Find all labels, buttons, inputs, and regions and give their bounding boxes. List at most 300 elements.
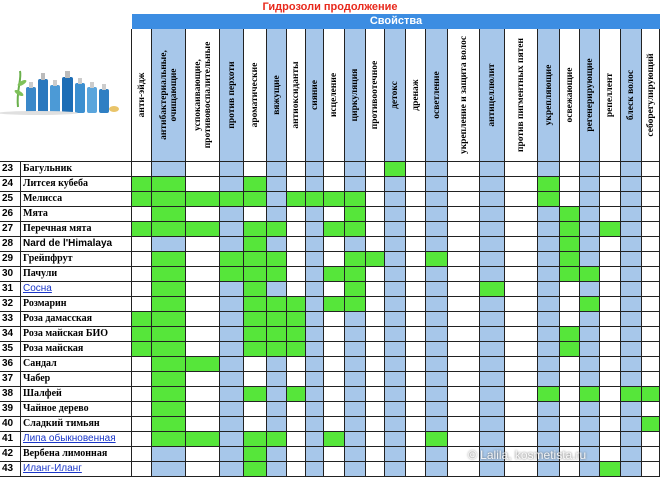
property-cell <box>287 177 306 192</box>
property-cell <box>324 237 345 252</box>
property-cell <box>600 327 621 342</box>
property-cell <box>324 432 345 447</box>
table-row <box>0 267 660 282</box>
property-cell <box>480 372 505 387</box>
property-cell <box>306 252 324 267</box>
property-cell <box>560 387 580 402</box>
property-cell <box>538 372 560 387</box>
column-header <box>366 29 385 162</box>
property-cell <box>132 237 152 252</box>
property-cell <box>186 432 220 447</box>
property-cell <box>642 252 660 267</box>
property-cell <box>287 237 306 252</box>
property-cell <box>186 342 220 357</box>
property-cell <box>600 207 621 222</box>
property-cell <box>267 462 287 477</box>
property-cell <box>306 387 324 402</box>
property-cell <box>621 327 642 342</box>
property-cell <box>220 312 244 327</box>
property-cell <box>426 267 448 282</box>
property-cell <box>560 177 580 192</box>
property-cell <box>538 222 560 237</box>
property-cell <box>244 372 267 387</box>
property-cell <box>385 402 406 417</box>
property-cell <box>642 462 660 477</box>
column-header-label: антицеллюлит <box>487 63 497 127</box>
property-cell <box>324 297 345 312</box>
property-cell <box>580 192 600 207</box>
property-cell <box>385 237 406 252</box>
property-cell <box>152 162 186 177</box>
property-cell <box>538 297 560 312</box>
property-cell <box>621 162 642 177</box>
row-number: 25 <box>0 192 21 207</box>
column-header <box>324 29 345 162</box>
property-cell <box>505 267 538 282</box>
property-cell <box>426 342 448 357</box>
property-cell <box>448 207 480 222</box>
property-cell <box>152 222 186 237</box>
hydrosol-name-link[interactable]: Иланг-Иланг <box>21 462 132 477</box>
property-cell <box>306 372 324 387</box>
property-cell <box>642 297 660 312</box>
property-cell <box>480 357 505 372</box>
column-header <box>152 29 186 162</box>
property-cell <box>538 252 560 267</box>
property-cell <box>600 432 621 447</box>
property-cell <box>287 402 306 417</box>
property-cell <box>244 282 267 297</box>
column-header <box>267 29 287 162</box>
property-cell <box>186 417 220 432</box>
property-cell <box>621 447 642 462</box>
property-cell <box>580 312 600 327</box>
property-cell <box>306 267 324 282</box>
property-cell <box>600 177 621 192</box>
row-number: 34 <box>0 327 21 342</box>
bottles-image <box>0 29 132 162</box>
property-cell <box>385 267 406 282</box>
property-cell <box>385 387 406 402</box>
property-cell <box>621 252 642 267</box>
property-cell <box>426 282 448 297</box>
hydrosol-name: Мята <box>21 207 132 222</box>
property-cell <box>345 432 366 447</box>
property-cell <box>560 282 580 297</box>
property-cell <box>306 222 324 237</box>
property-cell <box>448 192 480 207</box>
hydrosol-name-link[interactable]: Сосна <box>21 282 132 297</box>
property-cell <box>642 402 660 417</box>
property-cell <box>448 267 480 282</box>
property-cell <box>132 447 152 462</box>
property-cell <box>385 177 406 192</box>
property-cell <box>642 162 660 177</box>
property-cell <box>538 312 560 327</box>
property-cell <box>505 177 538 192</box>
property-cell <box>600 282 621 297</box>
property-cell <box>580 282 600 297</box>
property-cell <box>132 177 152 192</box>
property-cell <box>186 372 220 387</box>
property-cell <box>538 177 560 192</box>
property-cell <box>324 267 345 282</box>
column-header <box>345 29 366 162</box>
property-cell <box>267 222 287 237</box>
row-number: 29 <box>0 252 21 267</box>
property-cell <box>324 222 345 237</box>
property-cell <box>480 387 505 402</box>
property-cell <box>480 162 505 177</box>
property-cell <box>480 267 505 282</box>
property-cell <box>600 342 621 357</box>
hydrosol-name: Мелисса <box>21 192 132 207</box>
property-cell <box>324 342 345 357</box>
property-cell <box>580 162 600 177</box>
property-cell <box>480 237 505 252</box>
table-row <box>0 207 660 222</box>
property-cell <box>406 222 426 237</box>
property-cell <box>448 297 480 312</box>
property-cell <box>244 207 267 222</box>
row-number: 27 <box>0 222 21 237</box>
property-cell <box>244 237 267 252</box>
property-cell <box>366 312 385 327</box>
property-cell <box>642 207 660 222</box>
property-cell <box>324 327 345 342</box>
property-cell <box>426 387 448 402</box>
hydrosol-name: Чабер <box>21 372 132 387</box>
property-cell <box>366 387 385 402</box>
property-cell <box>345 252 366 267</box>
property-cell <box>324 387 345 402</box>
property-cell <box>366 447 385 462</box>
properties-header: Свойства <box>132 14 660 29</box>
property-cell <box>426 297 448 312</box>
property-cell <box>560 402 580 417</box>
column-header-label: осветление <box>431 71 442 119</box>
property-cell <box>448 252 480 267</box>
property-cell <box>448 222 480 237</box>
property-cell <box>244 417 267 432</box>
property-cell <box>505 282 538 297</box>
property-cell <box>220 417 244 432</box>
column-header-label: освежающие <box>564 67 575 123</box>
property-cell <box>345 222 366 237</box>
property-cell <box>448 327 480 342</box>
property-cell <box>426 252 448 267</box>
property-cell <box>345 417 366 432</box>
property-cell <box>287 222 306 237</box>
property-cell <box>538 357 560 372</box>
property-cell <box>538 417 560 432</box>
column-header-label: успокаивающие, противовоспалительные <box>192 41 213 149</box>
property-cell <box>505 462 538 477</box>
property-cell <box>267 207 287 222</box>
property-cell <box>448 237 480 252</box>
property-cell <box>480 297 505 312</box>
property-cell <box>580 177 600 192</box>
property-cell <box>448 312 480 327</box>
property-cell <box>448 387 480 402</box>
property-cell <box>306 432 324 447</box>
property-cell <box>448 162 480 177</box>
property-cell <box>244 177 267 192</box>
property-cell <box>220 252 244 267</box>
property-cell <box>220 282 244 297</box>
property-cell <box>366 162 385 177</box>
property-cell <box>152 387 186 402</box>
property-cell <box>538 432 560 447</box>
row-number: 30 <box>0 267 21 282</box>
property-cell <box>642 237 660 252</box>
column-header-label: исцеление <box>329 72 339 118</box>
property-cell <box>538 282 560 297</box>
property-cell <box>580 237 600 252</box>
property-cell <box>186 387 220 402</box>
property-cell <box>621 387 642 402</box>
property-cell <box>244 432 267 447</box>
property-cell <box>186 207 220 222</box>
property-cell <box>220 372 244 387</box>
property-cell <box>132 387 152 402</box>
row-number: 42 <box>0 447 21 462</box>
property-cell <box>324 282 345 297</box>
hydrosol-name: Багульник <box>21 162 132 177</box>
column-header-label: антибактериальные, очищающие <box>158 50 179 140</box>
property-cell <box>385 462 406 477</box>
property-cell <box>480 252 505 267</box>
column-header <box>132 29 152 162</box>
property-cell <box>366 462 385 477</box>
property-cell <box>560 192 580 207</box>
property-cell <box>132 432 152 447</box>
hydrosol-name: Перечная мята <box>21 222 132 237</box>
property-cell <box>186 162 220 177</box>
property-cell <box>186 192 220 207</box>
table-row <box>0 357 660 372</box>
property-cell <box>385 447 406 462</box>
property-cell <box>642 342 660 357</box>
property-cell <box>600 267 621 282</box>
property-cell <box>186 282 220 297</box>
property-cell <box>448 372 480 387</box>
property-cell <box>448 357 480 372</box>
property-cell <box>267 357 287 372</box>
property-cell <box>186 267 220 282</box>
table-row <box>0 297 660 312</box>
hydrosol-name: Пачули <box>21 267 132 282</box>
table-row <box>0 342 660 357</box>
property-cell <box>560 252 580 267</box>
hydrosol-name: Чайное дерево <box>21 402 132 417</box>
property-cell <box>366 177 385 192</box>
property-cell <box>480 342 505 357</box>
property-cell <box>560 162 580 177</box>
property-cell <box>152 417 186 432</box>
property-cell <box>324 402 345 417</box>
property-cell <box>600 252 621 267</box>
property-cell <box>580 387 600 402</box>
property-cell <box>152 357 186 372</box>
property-cell <box>152 462 186 477</box>
property-cell <box>220 387 244 402</box>
property-cell <box>621 402 642 417</box>
table-row <box>0 327 660 342</box>
property-cell <box>186 327 220 342</box>
property-cell <box>267 297 287 312</box>
column-header <box>385 29 406 162</box>
property-cell <box>152 297 186 312</box>
property-cell <box>406 192 426 207</box>
property-cell <box>621 177 642 192</box>
property-cell <box>366 252 385 267</box>
property-cell <box>152 327 186 342</box>
property-cell <box>306 402 324 417</box>
property-cell <box>480 222 505 237</box>
property-cell <box>480 282 505 297</box>
hydrosol-bottles-icon <box>0 29 130 160</box>
property-cell <box>345 297 366 312</box>
property-cell <box>621 342 642 357</box>
table-row <box>0 387 660 402</box>
column-header-label: циркуляция <box>350 68 360 122</box>
property-cell <box>406 327 426 342</box>
property-cell <box>600 192 621 207</box>
property-cell <box>385 282 406 297</box>
property-cell <box>406 282 426 297</box>
property-cell <box>642 387 660 402</box>
property-cell <box>345 357 366 372</box>
property-cell <box>621 267 642 282</box>
property-cell <box>267 432 287 447</box>
hydrosol-name: Nard de l'Himalaya <box>21 237 132 252</box>
property-cell <box>406 387 426 402</box>
column-header <box>287 29 306 162</box>
property-cell <box>480 207 505 222</box>
row-number: 31 <box>0 282 21 297</box>
row-number: 23 <box>0 162 21 177</box>
property-cell <box>538 387 560 402</box>
property-cell <box>385 252 406 267</box>
property-cell <box>306 192 324 207</box>
property-cell <box>306 342 324 357</box>
property-cell <box>480 312 505 327</box>
property-cell <box>132 402 152 417</box>
property-cell <box>287 312 306 327</box>
column-header-label: укрепление и защита волос <box>458 35 469 155</box>
property-cell <box>426 162 448 177</box>
property-cell <box>560 222 580 237</box>
property-cell <box>366 342 385 357</box>
property-cell <box>287 207 306 222</box>
property-cell <box>244 357 267 372</box>
property-cell <box>267 417 287 432</box>
hydrosol-name: Роза майская БИО <box>21 327 132 342</box>
property-cell <box>385 192 406 207</box>
property-cell <box>505 387 538 402</box>
property-cell <box>152 432 186 447</box>
row-number: 33 <box>0 312 21 327</box>
property-cell <box>426 177 448 192</box>
property-cell <box>324 417 345 432</box>
property-cell <box>580 222 600 237</box>
table-row <box>0 252 660 267</box>
property-cell <box>538 462 560 477</box>
table-row <box>0 417 660 432</box>
property-cell <box>186 177 220 192</box>
property-cell <box>621 417 642 432</box>
property-cell <box>560 462 580 477</box>
property-cell <box>505 372 538 387</box>
property-cell <box>345 282 366 297</box>
property-cell <box>220 192 244 207</box>
property-cell <box>267 372 287 387</box>
property-cell <box>220 237 244 252</box>
property-cell <box>642 372 660 387</box>
property-cell <box>505 342 538 357</box>
property-cell <box>324 192 345 207</box>
property-cell <box>406 432 426 447</box>
property-cell <box>406 342 426 357</box>
property-cell <box>560 357 580 372</box>
property-cell <box>345 402 366 417</box>
property-cell <box>580 402 600 417</box>
property-cell <box>600 402 621 417</box>
property-cell <box>538 192 560 207</box>
property-cell <box>406 177 426 192</box>
property-cell <box>220 432 244 447</box>
column-header <box>186 29 220 162</box>
column-header <box>448 29 480 162</box>
property-cell <box>366 432 385 447</box>
property-cell <box>220 222 244 237</box>
property-cell <box>324 252 345 267</box>
property-cell <box>642 447 660 462</box>
property-cell <box>538 207 560 222</box>
property-cell <box>267 342 287 357</box>
column-header-label: против перхоти <box>226 61 237 129</box>
hydrosol-name-link[interactable]: Липа обыкновенная <box>21 432 132 447</box>
property-cell <box>220 462 244 477</box>
property-cell <box>505 327 538 342</box>
property-cell <box>132 192 152 207</box>
property-cell <box>152 282 186 297</box>
property-cell <box>538 237 560 252</box>
property-cell <box>220 207 244 222</box>
table-row <box>0 237 660 252</box>
property-cell <box>505 162 538 177</box>
property-cell <box>345 192 366 207</box>
property-cell <box>642 282 660 297</box>
property-cell <box>406 417 426 432</box>
property-cell <box>580 417 600 432</box>
row-number: 28 <box>0 237 21 252</box>
column-header <box>480 29 505 162</box>
property-cell <box>406 357 426 372</box>
property-cell <box>642 432 660 447</box>
property-cell <box>267 312 287 327</box>
property-cell <box>426 372 448 387</box>
row-number: 32 <box>0 297 21 312</box>
property-cell <box>480 177 505 192</box>
column-header-label: против пигментных пятен <box>516 38 526 152</box>
property-cell <box>505 207 538 222</box>
hydrosol-name: Вербена лимонная <box>21 447 132 462</box>
property-cell <box>244 447 267 462</box>
column-header-label: регенерирующие <box>584 58 595 132</box>
column-header-label: анти-эйдж <box>136 72 147 118</box>
